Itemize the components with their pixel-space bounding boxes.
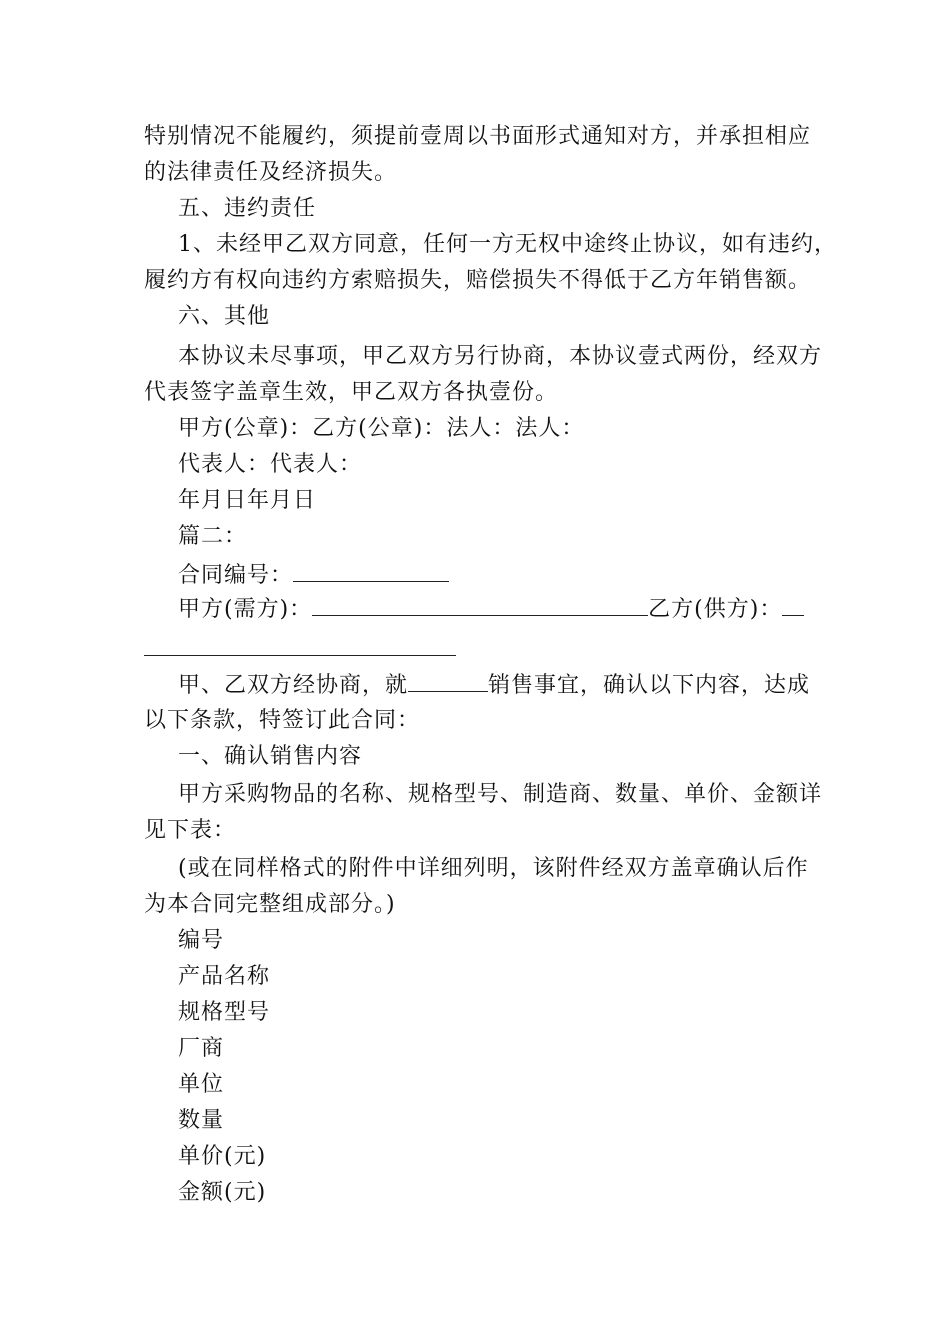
party-b-blank [782,591,804,616]
signature-line: 甲方(公章)：乙方(公章)：法人：法人： [178,416,585,441]
paragraph-line [178,667,810,704]
paragraph-line: 1、未经甲乙双方同意，任何一方无权中途终止协议，如有违约， [178,232,837,257]
table-header-item: 金额(元) [178,1180,267,1205]
table-header-item: 规格型号 [178,1000,271,1025]
contract-number-line [178,557,449,594]
parties-line [178,591,804,628]
party-b-blank-continued [144,655,456,656]
contract-number-blank [293,557,449,582]
table-header-item: 数量 [178,1108,225,1133]
table-header-item: 单价(元) [178,1144,267,1169]
paragraph-line: 代表签字盖章生效，甲乙双方各执壹份。 [144,380,559,405]
representative-line: 代表人：代表人： [178,452,363,477]
product-blank [408,667,488,692]
table-header-item: 厂商 [178,1036,225,1061]
table-header-item: 产品名称 [178,964,271,989]
section-heading: 篇二： [178,524,248,549]
section-heading: 六、其他 [178,304,271,329]
section-heading: 五、违约责任 [178,196,317,221]
paragraph-line: 本协议未尽事项，甲乙双方另行协商，本协议壹式两份，经双方 [178,344,823,369]
paragraph-line: 特别情况不能履约，须提前壹周以书面形式通知对方，并承担相应 [144,124,812,149]
section-heading: 一、确认销售内容 [178,744,363,769]
table-header-item: 单位 [178,1072,225,1097]
party-b-label: 乙方(供方)： [648,597,783,622]
paragraph-line: (或在同样格式的附件中详细列明，该附件经双方盖章确认后作 [178,856,809,881]
paragraph-line: 以下条款，特签订此合同： [144,708,421,733]
party-a-label: 甲方(需方)： [178,597,313,622]
date-line: 年月日年月日 [178,488,317,513]
paragraph-line: 见下表： [144,818,237,843]
negotiation-text-end: 销售事宜，确认以下内容，达成 [488,673,811,698]
contract-number-label: 合同编号： [178,563,294,588]
negotiation-text: 甲、乙双方经协商，就 [178,673,409,698]
paragraph-line: 甲方采购物品的名称、规格型号、制造商、数量、单价、金额详 [178,782,823,807]
paragraph-line: 的法律责任及经济损失。 [144,160,398,185]
table-header-item: 编号 [178,928,225,953]
party-a-blank [312,591,648,616]
paragraph-line: 履约方有权向违约方索赔损失，赔偿损失不得低于乙方年销售额。 [144,268,812,293]
paragraph-line: 为本合同完整组成部分。) [144,892,396,917]
